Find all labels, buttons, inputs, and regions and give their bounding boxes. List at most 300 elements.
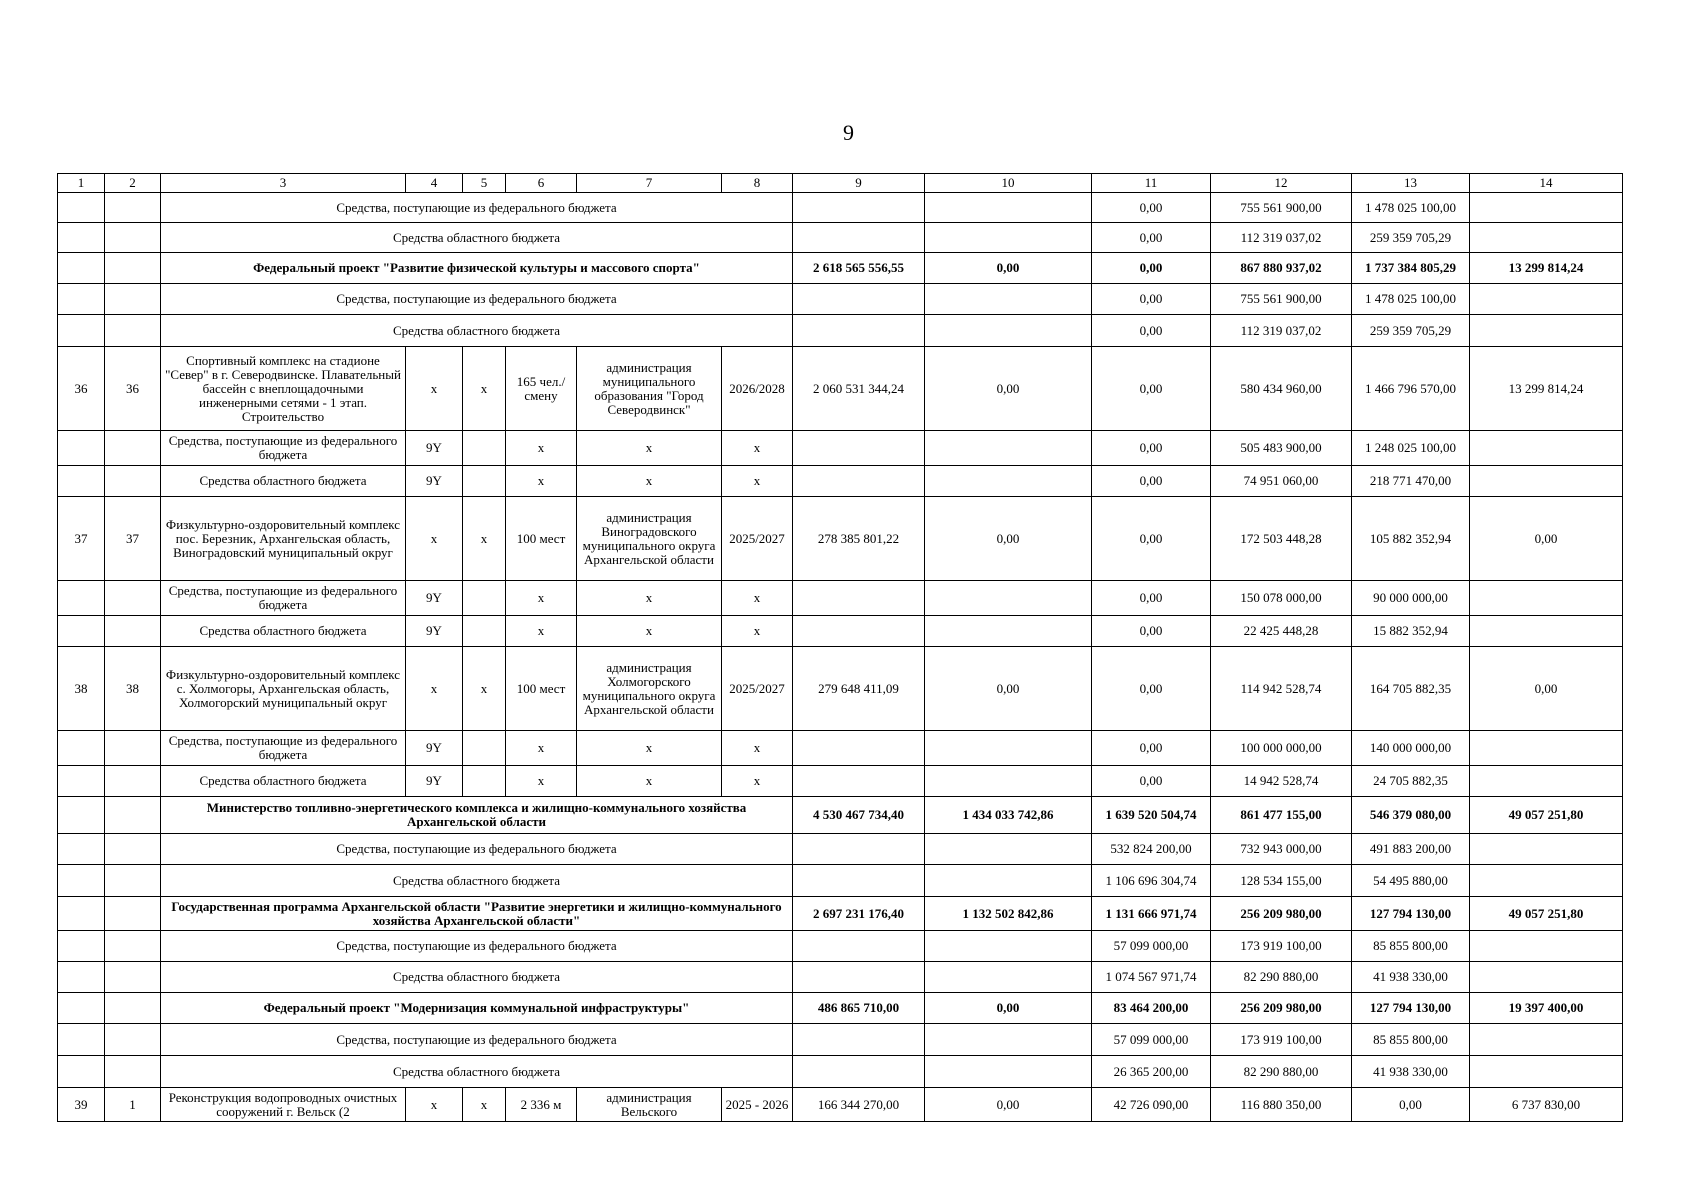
- cell-col-1: [58, 616, 105, 647]
- cell-col-6: х: [506, 766, 577, 797]
- cell-col-4: 9Y: [406, 466, 463, 497]
- funding-source-row: [58, 616, 1623, 647]
- cell-col-10: [925, 284, 1092, 315]
- section-row: [58, 253, 1623, 284]
- cell-col-4: 9Y: [406, 431, 463, 466]
- cell-col-14: [1470, 834, 1623, 865]
- cell-col-11: 0,00: [1092, 647, 1211, 731]
- cell-col-10: [925, 466, 1092, 497]
- object-name: Физкультурно-оздоровительный комплекс пос. Березник, Архангельская область, Виноградовский муниципальный округ: [161, 497, 406, 581]
- col-header-12: 12: [1211, 174, 1352, 193]
- cell-col-8: х: [722, 616, 793, 647]
- cell-col-9: 2 618 565 556,55: [793, 253, 925, 284]
- cell-col-11: 0,00: [1092, 253, 1211, 284]
- cell-col-13: 1 478 025 100,00: [1352, 193, 1470, 223]
- cell-col-11: 1 074 567 971,74: [1092, 962, 1211, 993]
- cell-col-2: [105, 1024, 161, 1056]
- section-label: Государственная программа Архангельской области "Развитие энергетики и жилищно-коммунального хозяйства Архангельской области": [161, 897, 793, 931]
- cell-col-9: [793, 962, 925, 993]
- section-row: [58, 993, 1623, 1024]
- cell-col-11: 0,00: [1092, 616, 1211, 647]
- cell-col-12: 755 561 900,00: [1211, 284, 1352, 315]
- cell-col-5: [463, 766, 506, 797]
- cell-col-11: 0,00: [1092, 284, 1211, 315]
- funding-source-label: Средства областного бюджета: [161, 466, 406, 497]
- cell-col-13: 24 705 882,35: [1352, 766, 1470, 797]
- cell-col-10: [925, 865, 1092, 897]
- cell-col-14: [1470, 315, 1623, 347]
- cell-col-2: [105, 193, 161, 223]
- funding-source-row: [58, 431, 1623, 466]
- cell-col-11: 57 099 000,00: [1092, 1024, 1211, 1056]
- period: 2025/2027: [722, 647, 793, 731]
- cell-col-10: 1 434 033 742,86: [925, 797, 1092, 834]
- customer: администрация Холмогорского муниципального округа Архангельской области: [577, 647, 722, 731]
- cell-col-10: [925, 315, 1092, 347]
- col-header-5: 5: [463, 174, 506, 193]
- row-number: 37: [58, 497, 105, 581]
- cell-col-10: 0,00: [925, 647, 1092, 731]
- col-header-2: 2: [105, 174, 161, 193]
- funding-source-label: Средства, поступающие из федерального бюджета: [161, 1024, 793, 1056]
- col-header-4: 4: [406, 174, 463, 193]
- cell-col-1: [58, 466, 105, 497]
- funding-source-label: Средства областного бюджета: [161, 223, 793, 253]
- cell-col-2: [105, 284, 161, 315]
- cell-col-1: [58, 315, 105, 347]
- funding-source-label: Средства, поступающие из федерального бюджета: [161, 431, 406, 466]
- cell-col-4: х: [406, 647, 463, 731]
- period: 2025 - 2026: [722, 1088, 793, 1122]
- cell-col-13: 90 000 000,00: [1352, 581, 1470, 616]
- cell-col-10: [925, 766, 1092, 797]
- cell-col-12: 100 000 000,00: [1211, 731, 1352, 766]
- cell-col-1: [58, 223, 105, 253]
- cell-col-11: 0,00: [1092, 431, 1211, 466]
- cell-col-9: 4 530 467 734,40: [793, 797, 925, 834]
- cell-col-6: х: [506, 581, 577, 616]
- row-number: 39: [58, 1088, 105, 1122]
- cell-col-9: 279 648 411,09: [793, 647, 925, 731]
- cell-col-13: 259 359 705,29: [1352, 315, 1470, 347]
- cell-col-1: [58, 731, 105, 766]
- funding-source-label: Средства, поступающие из федерального бюджета: [161, 931, 793, 962]
- cell-col-2: [105, 993, 161, 1024]
- customer: администрация Вельского: [577, 1088, 722, 1122]
- cell-col-14: [1470, 766, 1623, 797]
- cell-col-12: 82 290 880,00: [1211, 962, 1352, 993]
- cell-col-8: х: [722, 581, 793, 616]
- period: 2026/2028: [722, 347, 793, 431]
- cell-col-2: [105, 466, 161, 497]
- cell-col-13: 259 359 705,29: [1352, 223, 1470, 253]
- cell-col-14: [1470, 962, 1623, 993]
- cell-col-5: [463, 616, 506, 647]
- cell-col-9: 278 385 801,22: [793, 497, 925, 581]
- funding-source-label: Средства областного бюджета: [161, 1056, 793, 1088]
- funding-source-row: [58, 962, 1623, 993]
- cell-col-1: [58, 1056, 105, 1088]
- funding-source-label: Средства областного бюджета: [161, 766, 406, 797]
- cell-col-2: [105, 581, 161, 616]
- cell-col-12: 112 319 037,02: [1211, 223, 1352, 253]
- cell-col-7: х: [577, 466, 722, 497]
- cell-col-14: [1470, 1024, 1623, 1056]
- section-label: Министерство топливно-энергетического комплекса и жилищно-коммунального хозяйства Архангельской области: [161, 797, 793, 834]
- cell-col-2: [105, 731, 161, 766]
- cell-col-13: 127 794 130,00: [1352, 897, 1470, 931]
- cell-col-13: 1 466 796 570,00: [1352, 347, 1470, 431]
- period: 2025/2027: [722, 497, 793, 581]
- cell-col-5: [463, 466, 506, 497]
- cell-col-9: [793, 731, 925, 766]
- funding-source-row: [58, 466, 1623, 497]
- cell-col-9: [793, 766, 925, 797]
- cell-col-11: 0,00: [1092, 497, 1211, 581]
- cell-col-10: [925, 223, 1092, 253]
- cell-col-10: [925, 834, 1092, 865]
- cell-col-11: 1 131 666 971,74: [1092, 897, 1211, 931]
- cell-col-14: [1470, 616, 1623, 647]
- funding-source-label: Средства областного бюджета: [161, 616, 406, 647]
- cell-col-7: х: [577, 731, 722, 766]
- cell-col-1: [58, 253, 105, 284]
- cell-col-9: 486 865 710,00: [793, 993, 925, 1024]
- cell-col-8: х: [722, 766, 793, 797]
- funding-source-label: Средства, поступающие из федерального бюджета: [161, 731, 406, 766]
- cell-col-13: 218 771 470,00: [1352, 466, 1470, 497]
- cell-col-7: х: [577, 431, 722, 466]
- cell-col-13: 41 938 330,00: [1352, 1056, 1470, 1088]
- cell-col-13: 54 495 880,00: [1352, 865, 1470, 897]
- cell-col-8: х: [722, 466, 793, 497]
- cell-col-10: [925, 616, 1092, 647]
- cell-col-2: [105, 834, 161, 865]
- section-label: Федеральный проект "Развитие физической культуры и массового спорта": [161, 253, 793, 284]
- cell-col-14: [1470, 193, 1623, 223]
- cell-col-5: х: [463, 647, 506, 731]
- cell-col-14: 0,00: [1470, 647, 1623, 731]
- cell-col-2: [105, 616, 161, 647]
- cell-col-10: 0,00: [925, 253, 1092, 284]
- cell-col-12: 74 951 060,00: [1211, 466, 1352, 497]
- column-number-row: [58, 174, 1623, 193]
- cell-col-12: 14 942 528,74: [1211, 766, 1352, 797]
- cell-col-2: [105, 223, 161, 253]
- cell-col-1: [58, 193, 105, 223]
- cell-col-2: [105, 315, 161, 347]
- cell-col-12: 861 477 155,00: [1211, 797, 1352, 834]
- cell-col-5: х: [463, 497, 506, 581]
- cell-col-5: [463, 581, 506, 616]
- funding-source-row: [58, 223, 1623, 253]
- object-name: Физкультурно-оздоровительный комплекс с. Холмогоры, Архангельская область, Холмогорский муниципальный округ: [161, 647, 406, 731]
- cell-col-13: 546 379 080,00: [1352, 797, 1470, 834]
- cell-col-9: [793, 431, 925, 466]
- cell-col-13: 85 855 800,00: [1352, 1024, 1470, 1056]
- cell-col-9: 166 344 270,00: [793, 1088, 925, 1122]
- cell-col-11: 26 365 200,00: [1092, 1056, 1211, 1088]
- page-number: 9: [843, 120, 854, 145]
- cell-col-12: 256 209 980,00: [1211, 897, 1352, 931]
- table-body: [58, 174, 1623, 1122]
- cell-col-5: х: [463, 1088, 506, 1122]
- cell-col-11: 83 464 200,00: [1092, 993, 1211, 1024]
- capacity: 165 чел./смену: [506, 347, 577, 431]
- capacity: 100 мест: [506, 497, 577, 581]
- cell-col-13: 1 737 384 805,29: [1352, 253, 1470, 284]
- cell-col-9: [793, 223, 925, 253]
- cell-col-4: х: [406, 347, 463, 431]
- cell-col-1: [58, 865, 105, 897]
- cell-col-2: [105, 931, 161, 962]
- cell-col-11: 0,00: [1092, 347, 1211, 431]
- funding-source-row: [58, 731, 1623, 766]
- cell-col-11: 57 099 000,00: [1092, 931, 1211, 962]
- cell-col-1: [58, 431, 105, 466]
- section-label: Федеральный проект "Модернизация коммунальной инфраструктуры": [161, 993, 793, 1024]
- cell-col-13: 127 794 130,00: [1352, 993, 1470, 1024]
- cell-col-4: 9Y: [406, 731, 463, 766]
- cell-col-9: 2 697 231 176,40: [793, 897, 925, 931]
- capacity: 2 336 м: [506, 1088, 577, 1122]
- cell-col-9: [793, 616, 925, 647]
- object-row: [58, 1088, 1623, 1122]
- funding-source-label: Средства областного бюджета: [161, 962, 793, 993]
- cell-col-11: 532 824 200,00: [1092, 834, 1211, 865]
- cell-col-11: 0,00: [1092, 315, 1211, 347]
- funding-source-label: Средства, поступающие из федерального бюджета: [161, 284, 793, 315]
- cell-col-13: 41 938 330,00: [1352, 962, 1470, 993]
- funding-source-row: [58, 865, 1623, 897]
- cell-col-9: [793, 931, 925, 962]
- cell-col-10: 0,00: [925, 1088, 1092, 1122]
- cell-col-10: [925, 962, 1092, 993]
- cell-col-10: [925, 581, 1092, 616]
- cell-col-13: 164 705 882,35: [1352, 647, 1470, 731]
- cell-col-10: 0,00: [925, 993, 1092, 1024]
- cell-col-4: 9Y: [406, 616, 463, 647]
- row-sub-number: 37: [105, 497, 161, 581]
- cell-col-6: х: [506, 616, 577, 647]
- cell-col-4: 9Y: [406, 581, 463, 616]
- cell-col-11: 0,00: [1092, 223, 1211, 253]
- cell-col-9: [793, 284, 925, 315]
- col-header-8: 8: [722, 174, 793, 193]
- cell-col-2: [105, 1056, 161, 1088]
- cell-col-12: 128 534 155,00: [1211, 865, 1352, 897]
- funding-source-row: [58, 1056, 1623, 1088]
- cell-col-13: 140 000 000,00: [1352, 731, 1470, 766]
- cell-col-10: 1 132 502 842,86: [925, 897, 1092, 931]
- cell-col-14: 6 737 830,00: [1470, 1088, 1623, 1122]
- cell-col-9: [793, 865, 925, 897]
- cell-col-9: 2 060 531 344,24: [793, 347, 925, 431]
- funding-source-row: [58, 1024, 1623, 1056]
- cell-col-9: [793, 1024, 925, 1056]
- cell-col-12: 755 561 900,00: [1211, 193, 1352, 223]
- cell-col-10: [925, 731, 1092, 766]
- cell-col-11: 0,00: [1092, 193, 1211, 223]
- cell-col-14: [1470, 865, 1623, 897]
- row-number: 38: [58, 647, 105, 731]
- cell-col-12: 22 425 448,28: [1211, 616, 1352, 647]
- cell-col-12: 505 483 900,00: [1211, 431, 1352, 466]
- cell-col-12: 867 880 937,02: [1211, 253, 1352, 284]
- cell-col-14: 13 299 814,24: [1470, 347, 1623, 431]
- funding-source-label: Средства областного бюджета: [161, 865, 793, 897]
- cell-col-1: [58, 797, 105, 834]
- cell-col-14: [1470, 731, 1623, 766]
- cell-col-9: [793, 193, 925, 223]
- section-row: [58, 797, 1623, 834]
- col-header-11: 11: [1092, 174, 1211, 193]
- cell-col-9: [793, 1056, 925, 1088]
- col-header-10: 10: [925, 174, 1092, 193]
- cell-col-4: х: [406, 1088, 463, 1122]
- cell-col-11: 0,00: [1092, 766, 1211, 797]
- col-header-3: 3: [161, 174, 406, 193]
- cell-col-5: х: [463, 347, 506, 431]
- cell-col-10: [925, 193, 1092, 223]
- funding-source-row: [58, 931, 1623, 962]
- object-row: [58, 647, 1623, 731]
- cell-col-7: х: [577, 616, 722, 647]
- object-name: Реконструкция водопроводных очистных сооружений г. Вельск (2: [161, 1088, 406, 1122]
- col-header-7: 7: [577, 174, 722, 193]
- cell-col-11: 1 106 696 304,74: [1092, 865, 1211, 897]
- cell-col-2: [105, 253, 161, 284]
- cell-col-12: 732 943 000,00: [1211, 834, 1352, 865]
- funding-source-label: Средства, поступающие из федерального бюджета: [161, 193, 793, 223]
- cell-col-13: 105 882 352,94: [1352, 497, 1470, 581]
- cell-col-2: [105, 962, 161, 993]
- cell-col-4: 9Y: [406, 766, 463, 797]
- funding-source-row: [58, 581, 1623, 616]
- cell-col-14: [1470, 581, 1623, 616]
- cell-col-2: [105, 431, 161, 466]
- row-sub-number: 38: [105, 647, 161, 731]
- cell-col-14: 19 397 400,00: [1470, 993, 1623, 1024]
- cell-col-13: 1 478 025 100,00: [1352, 284, 1470, 315]
- cell-col-14: 49 057 251,80: [1470, 897, 1623, 931]
- funding-source-label: Средства областного бюджета: [161, 315, 793, 347]
- cell-col-8: х: [722, 431, 793, 466]
- cell-col-13: 85 855 800,00: [1352, 931, 1470, 962]
- object-row: [58, 347, 1623, 431]
- cell-col-1: [58, 284, 105, 315]
- cell-col-9: [793, 466, 925, 497]
- cell-col-11: 1 639 520 504,74: [1092, 797, 1211, 834]
- cell-col-10: 0,00: [925, 347, 1092, 431]
- row-sub-number: 36: [105, 347, 161, 431]
- cell-col-1: [58, 834, 105, 865]
- cell-col-12: 256 209 980,00: [1211, 993, 1352, 1024]
- funding-source-row: [58, 766, 1623, 797]
- cell-col-12: 114 942 528,74: [1211, 647, 1352, 731]
- object-name: Спортивный комплекс на стадионе "Север" в г. Северодвинске. Плавательный бассейн с внеплощадочными инженерными сетями - 1 этап. Строительство: [161, 347, 406, 431]
- funding-source-row: [58, 284, 1623, 315]
- cell-col-5: [463, 431, 506, 466]
- row-sub-number: 1: [105, 1088, 161, 1122]
- funding-source-row: [58, 834, 1623, 865]
- cell-col-11: 0,00: [1092, 581, 1211, 616]
- cell-col-14: 13 299 814,24: [1470, 253, 1623, 284]
- cell-col-5: [463, 731, 506, 766]
- row-number: 36: [58, 347, 105, 431]
- cell-col-1: [58, 962, 105, 993]
- cell-col-12: 112 319 037,02: [1211, 315, 1352, 347]
- funding-source-label: Средства, поступающие из федерального бюджета: [161, 581, 406, 616]
- cell-col-2: [105, 897, 161, 931]
- cell-col-12: 82 290 880,00: [1211, 1056, 1352, 1088]
- col-header-13: 13: [1352, 174, 1470, 193]
- cell-col-14: 0,00: [1470, 497, 1623, 581]
- cell-col-14: [1470, 284, 1623, 315]
- object-row: [58, 497, 1623, 581]
- cell-col-2: [105, 797, 161, 834]
- cell-col-12: 150 078 000,00: [1211, 581, 1352, 616]
- cell-col-7: х: [577, 766, 722, 797]
- cell-col-12: 173 919 100,00: [1211, 1024, 1352, 1056]
- cell-col-12: 116 880 350,00: [1211, 1088, 1352, 1122]
- cell-col-13: 15 882 352,94: [1352, 616, 1470, 647]
- cell-col-12: 172 503 448,28: [1211, 497, 1352, 581]
- capacity: 100 мест: [506, 647, 577, 731]
- cell-col-6: х: [506, 731, 577, 766]
- cell-col-11: 0,00: [1092, 466, 1211, 497]
- cell-col-10: [925, 431, 1092, 466]
- cell-col-14: [1470, 223, 1623, 253]
- cell-col-14: [1470, 1056, 1623, 1088]
- budget-table: [57, 173, 1623, 1122]
- cell-col-10: [925, 1056, 1092, 1088]
- cell-col-1: [58, 897, 105, 931]
- col-header-14: 14: [1470, 174, 1623, 193]
- cell-col-9: [793, 315, 925, 347]
- cell-col-6: х: [506, 431, 577, 466]
- cell-col-10: [925, 1024, 1092, 1056]
- cell-col-14: [1470, 466, 1623, 497]
- cell-col-7: х: [577, 581, 722, 616]
- cell-col-6: х: [506, 466, 577, 497]
- cell-col-9: [793, 834, 925, 865]
- cell-col-2: [105, 865, 161, 897]
- cell-col-12: 580 434 960,00: [1211, 347, 1352, 431]
- cell-col-11: 0,00: [1092, 731, 1211, 766]
- funding-source-row: [58, 315, 1623, 347]
- cell-col-1: [58, 1024, 105, 1056]
- cell-col-14: 49 057 251,80: [1470, 797, 1623, 834]
- cell-col-2: [105, 766, 161, 797]
- cell-col-14: [1470, 431, 1623, 466]
- cell-col-4: х: [406, 497, 463, 581]
- cell-col-13: 1 248 025 100,00: [1352, 431, 1470, 466]
- cell-col-8: х: [722, 731, 793, 766]
- cell-col-1: [58, 766, 105, 797]
- cell-col-10: 0,00: [925, 497, 1092, 581]
- col-header-9: 9: [793, 174, 925, 193]
- cell-col-11: 42 726 090,00: [1092, 1088, 1211, 1122]
- col-header-6: 6: [506, 174, 577, 193]
- funding-source-row: [58, 193, 1623, 223]
- cell-col-10: [925, 931, 1092, 962]
- cell-col-1: [58, 581, 105, 616]
- cell-col-12: 173 919 100,00: [1211, 931, 1352, 962]
- cell-col-14: [1470, 931, 1623, 962]
- cell-col-1: [58, 931, 105, 962]
- cell-col-1: [58, 993, 105, 1024]
